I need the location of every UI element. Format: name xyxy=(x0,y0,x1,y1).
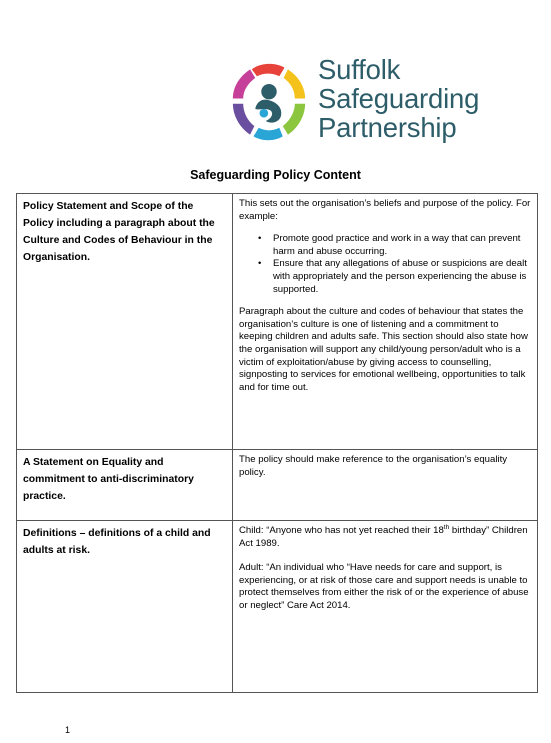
row-heading: Policy Statement and Scope of the Policy including a paragraph about the Culture and Codes of Behaviour in the Organisation. xyxy=(17,194,233,450)
emblem-yellow-hand xyxy=(284,69,306,98)
child-definition-text: Child: “Anyone who has not yet reached their 18 xyxy=(239,525,444,536)
culture-paragraph: Paragraph about the culture and codes of behaviour that states the organisation’s culture is one of listening and a commitment to keeping children and adults safe. This section should also state how the organisation will support any child/young person/adult who is a victim of exploitation/abuse by giving access to counselling, signposting to services for emotional wellbeing, opportunities to talk and for time out. xyxy=(239,306,528,393)
row-heading: Definitions – definitions of a child and adults at risk. xyxy=(17,521,233,693)
child-definition xyxy=(239,525,531,550)
document-title: Safeguarding Policy Content xyxy=(190,168,361,182)
emblem-blue-hand xyxy=(254,128,283,140)
policy-statement-intro: This sets out the organisation’s beliefs and purpose of the policy. For example: xyxy=(239,198,531,222)
bullet-list xyxy=(239,233,531,296)
emblem-red-hand xyxy=(252,64,285,76)
partnership-emblem-icon xyxy=(226,59,312,145)
emblem-figure-small xyxy=(260,109,269,118)
emblem-figure-head xyxy=(261,84,276,99)
logo-line-3: Partnership xyxy=(318,112,457,143)
logo-line-2: Safeguarding xyxy=(318,83,480,114)
equality-text: The policy should make reference to the organisation’s equality policy. xyxy=(239,454,508,478)
emblem-pink-hand xyxy=(233,69,255,98)
row-content xyxy=(233,450,538,521)
suffolk-safeguarding-logo xyxy=(226,55,506,155)
row-content xyxy=(233,194,538,450)
table-row xyxy=(17,450,538,521)
ordinal-suffix: th xyxy=(443,523,450,531)
list-item: • Ensure that any allegations of abuse or suspicions are dealt with appropriately and the person experiencing the abuse is supported. xyxy=(273,258,531,296)
page-number: 1 xyxy=(65,725,71,735)
child-definition-text-end: birthday” Children Act 1989. xyxy=(239,525,528,549)
emblem-green-hand xyxy=(283,104,305,135)
row-heading: A Statement on Equality and commitment to anti-discriminatory practice. xyxy=(17,450,233,521)
emblem-figure-body xyxy=(255,100,281,123)
list-item: • Promote good practice and work in a way that can prevent harm and abuse occurring. xyxy=(273,233,531,258)
table-row xyxy=(17,521,538,693)
policy-content-table xyxy=(16,193,538,693)
row-content xyxy=(233,521,538,693)
emblem-purple-hand xyxy=(233,104,255,135)
adult-definition: Adult: “An individual who “Have needs for care and support, is experiencing, or at risk of those care and support needs is unable to protect themselves from either the risk of or the experience of abuse or neglect” Care Act 2014. xyxy=(239,562,529,611)
logo-line-1: Suffolk xyxy=(318,54,401,85)
logo-wordmark xyxy=(318,55,479,142)
table-row xyxy=(17,194,538,450)
